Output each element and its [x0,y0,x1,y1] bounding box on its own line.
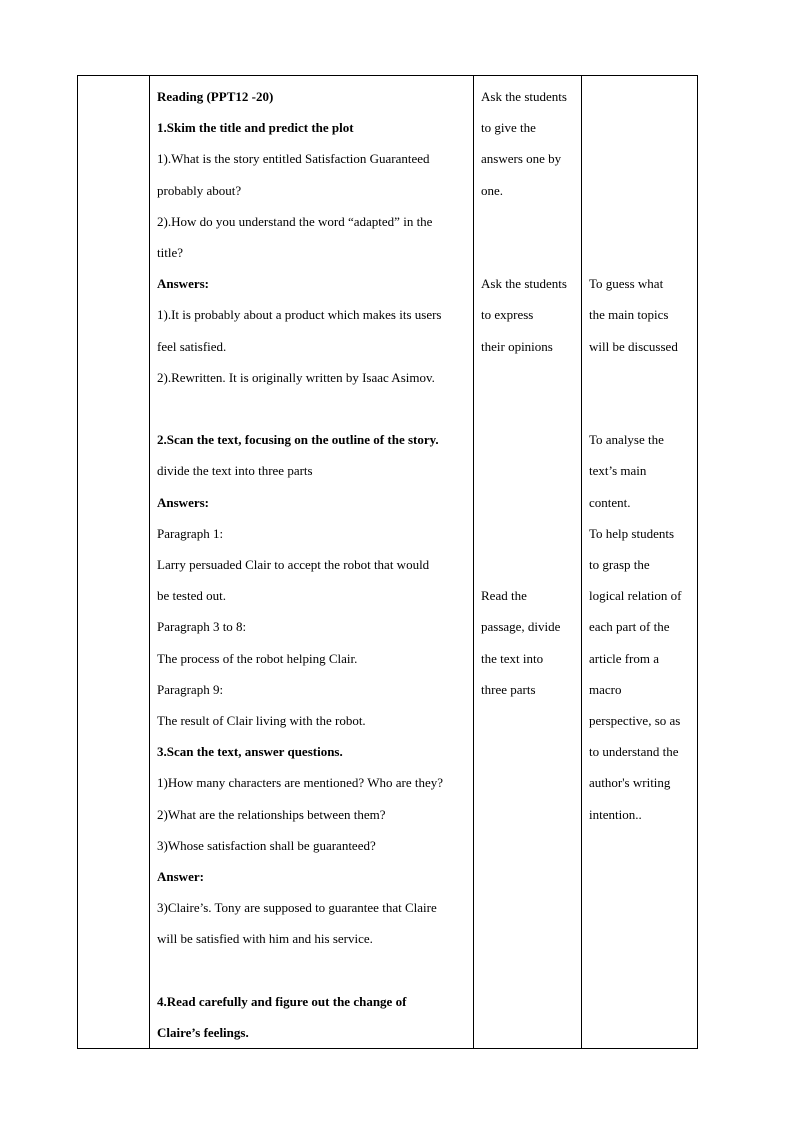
blank-column [78,76,150,1049]
text-line [589,362,691,393]
text-line: Claire’s feelings. [157,1025,249,1041]
text-line: The result of Clair living with the robot. [157,713,366,729]
text-line: 1.Skim the title and predict the plot [157,120,354,136]
text-line [481,518,575,549]
text-line [481,237,575,268]
text-line: perspective, so as [589,712,681,728]
text-line: 2)What are the relationships between them? [157,806,386,822]
text-line [589,175,691,206]
text-line: 1).It is probably about a product which makes its users [157,307,442,323]
text-line: probably about? [157,182,242,198]
text-line: to understand the [589,744,679,760]
text-line: each part of the [589,619,670,635]
text-line: Read the [481,588,527,604]
text-line: article from a [589,650,660,666]
text-line: Paragraph 1: [157,525,224,541]
text-line: Paragraph 3 to 8: [157,619,247,635]
text-line: Ask the students [481,89,567,104]
text-line: To guess what [589,276,664,292]
text-line [481,424,575,455]
text-line: 3.Scan the text, answer questions. [157,744,343,760]
text-line [589,112,691,143]
text-line: answers one by [481,151,562,167]
text-line [481,393,575,424]
text-line: Ask the students [481,276,567,292]
text-line: 3)Whose satisfaction shall be guaranteed? [157,837,376,853]
table-row [78,76,698,1049]
text-line [481,362,575,393]
text-line: title? [157,245,183,261]
lesson-table [77,75,698,1049]
text-line: To analyse the [589,432,664,448]
text-line [589,237,691,268]
teacher-activity-column [474,76,582,1049]
text-line: macro [589,681,622,697]
text-line: be tested out. [157,588,226,604]
text-line: feel satisfied. [157,338,227,354]
text-line: divide the text into three parts [157,463,313,479]
text-line: 4.Read carefully and figure out the change of [157,993,407,1009]
text-line: text’s main [589,463,647,479]
text-line [481,455,575,486]
text-line: author's writing [589,775,671,791]
text-line: intention.. [589,806,642,822]
text-line [481,487,575,518]
content-column [150,76,474,1049]
text-line: 2).How do you understand the word “adapted” in the [157,213,433,229]
text-line [589,143,691,174]
text-line [157,955,467,986]
purpose-column [582,76,698,1049]
text-line: logical relation of [589,588,682,604]
text-line: three parts [481,681,536,697]
text-line: 1).What is the story entitled Satisfaction Guaranteed [157,151,430,167]
text-line [157,393,467,424]
text-line: one. [481,182,504,198]
text-line [481,206,575,237]
text-line: Answers: [157,276,209,292]
text-line: content. [589,494,631,510]
text-line: the text into [481,650,544,666]
text-line: Paragraph 9: [157,681,224,697]
text-line: 1)How many characters are mentioned? Who are they? [157,775,443,791]
text-line [589,206,691,237]
text-line: The process of the robot helping Clair. [157,650,358,666]
text-line: Larry persuaded Clair to accept the robot that would [157,557,430,573]
text-line: To help students [589,525,675,541]
text-line: to give the [481,120,536,136]
text-line [589,81,691,112]
text-line: 3)Claire’s. Tony are supposed to guarantee that Claire [157,900,437,916]
text-line [481,549,575,580]
text-line: Answer: [157,869,204,885]
text-line: will be satisfied with him and his service. [157,931,373,947]
text-line: their opinions [481,338,553,354]
text-line: 2).Rewritten. It is originally written by Isaac Asimov. [157,369,435,385]
text-line: to express [481,307,534,323]
text-line: 2.Scan the text, focusing on the outline of the story. [157,432,439,448]
text-line: will be discussed [589,338,678,354]
text-line: to grasp the [589,556,650,572]
text-line: passage, divide [481,619,561,635]
text-line: Answers: [157,494,209,510]
text-line: Reading (PPT12 -20) [157,89,274,104]
text-line [589,393,691,424]
text-line: the main topics [589,307,669,323]
